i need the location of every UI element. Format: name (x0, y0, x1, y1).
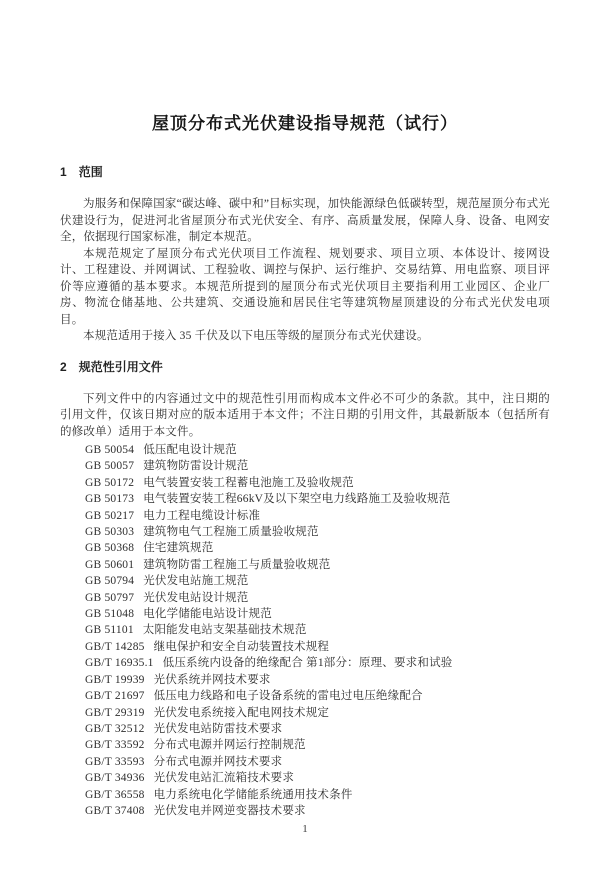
reference-code: GB/T 19939 (85, 673, 145, 686)
reference-item (60, 688, 550, 704)
section-2-title: 规范性引用文件 (78, 359, 163, 374)
reference-title: 低压配电设计规范 (143, 444, 237, 456)
reference-code: GB 50368 (85, 542, 135, 555)
reference-code: GB 50217 (85, 509, 135, 522)
reference-item (60, 590, 550, 606)
reference-code: GB 51101 (85, 624, 134, 637)
reference-title: 光伏发电并网逆变器技术要求 (153, 804, 306, 817)
reference-code: GB 50797 (85, 591, 135, 604)
reference-item (60, 491, 550, 507)
section-2-paragraph: 下列文件中的内容通过文中的规范性引用而构成本文件必不可少的条款。其中，注日期的引用文件，仅该日期对应的版本适用于本文件；不注日期的引用文件，其最新版本（包括所有的修改单）适用于本文件。 (60, 392, 550, 438)
section-1-paragraph: 本规范规定了屋顶分布式光伏项目工作流程、规划要求、项目立项、本体设计、接网设计、工程建设、并网调试、工程验收、调控与保护、运行维护、交易结算、用电监察、项目评价等应遵循的基本要求。本规范所提到的屋顶分布式光伏项目主要指利用工业园区、企业厂房、物流仓储基地、公共建筑、交通设施和居民住宅等建筑物屋顶建设的分布式光伏发电项目。 (60, 247, 550, 326)
reference-code: GB 50054 (85, 444, 135, 456)
reference-item (60, 458, 550, 474)
reference-title: 建筑物防雷设计规范 (143, 460, 249, 473)
reference-code: GB 50057 (85, 460, 135, 473)
reference-title: 光伏发电系统接入配电网技术规定 (153, 706, 330, 719)
reference-code: GB 51048 (85, 608, 135, 621)
reference-code: GB/T 37408 (85, 804, 145, 817)
page-number: 1 (302, 823, 308, 836)
reference-code: GB/T 29319 (85, 706, 145, 719)
reference-item (60, 721, 550, 737)
section-1-number: 1 (60, 165, 67, 179)
reference-title: 太阳能发电站支架基础技术规范 (142, 624, 307, 637)
reference-title: 分布式电源并网运行控制规范 (153, 739, 306, 752)
reference-item (60, 639, 550, 655)
reference-title: 光伏发电站汇流箱技术要求 (153, 772, 295, 785)
reference-item (60, 606, 550, 622)
reference-item (60, 442, 550, 458)
section-2-heading (60, 359, 550, 375)
reference-item (60, 508, 550, 524)
reference-item (60, 524, 550, 540)
reference-code: GB/T 34936 (85, 772, 145, 785)
reference-title: 光伏系统并网技术要求 (153, 673, 271, 686)
reference-title: 电力工程电缆设计标准 (143, 509, 261, 522)
reference-item (60, 672, 550, 688)
document-title: 屋顶分布式光伏建设指导规范（试行） (152, 114, 458, 133)
reference-code: GB/T 32512 (85, 722, 145, 735)
reference-code: GB 50303 (85, 526, 135, 539)
reference-item (60, 705, 550, 721)
reference-title: 住宅建筑规范 (143, 542, 214, 555)
reference-title: 电化学储能电站设计规范 (143, 608, 272, 621)
reference-list (60, 442, 550, 819)
reference-title: 光伏发电站施工规范 (143, 575, 249, 588)
section-2-number: 2 (60, 359, 67, 374)
reference-code: GB/T 21697 (85, 690, 145, 703)
reference-item (60, 770, 550, 786)
reference-item (60, 787, 550, 803)
reference-item (60, 573, 550, 589)
reference-title: 电气装置安装工程蓄电池施工及验收规范 (143, 476, 354, 489)
reference-code: GB 50173 (85, 493, 135, 506)
reference-item (60, 557, 550, 573)
reference-code: GB/T 36558 (85, 788, 145, 801)
reference-item (60, 540, 550, 556)
reference-title: 低压电力线路和电子设备系统的雷电过电压绝缘配合 (153, 690, 423, 703)
reference-item (60, 803, 550, 819)
reference-title: 电力系统电化学储能系统通用技术条件 (153, 788, 353, 801)
reference-code: GB 50172 (85, 476, 135, 489)
section-1-paragraph: 为服务和保障国家“碳达峰、碳中和”目标实现，加快能源绿色低碳转型，规范屋顶分布式光伏建设行为，促进河北省屋顶分布式光伏安全、有序、高质量发展，保障人身、设备、电网安全，依据现行国家标准，制定本规范。 (60, 198, 550, 243)
reference-title: 继电保护和安全自动装置技术规程 (153, 640, 330, 653)
reference-item (60, 754, 550, 770)
reference-title: 电气装置安装工程66kV及以下架空电力线路施工及验收规范 (143, 493, 451, 506)
section-1-heading (60, 164, 550, 180)
reference-code: GB/T 33592 (85, 739, 145, 752)
reference-item (60, 737, 550, 753)
reference-title: 低压系统内设备的绝缘配合 第1部分：原理、要求和试验 (162, 657, 453, 670)
reference-code: GB/T 33593 (85, 755, 145, 768)
section-1-paragraph: 本规范适用于接入 35 千伏及以下电压等级的屋顶分布式光伏建设。 (83, 330, 429, 342)
reference-code: GB 50601 (85, 558, 135, 571)
reference-title: 建筑物电气工程施工质量验收规范 (143, 526, 319, 539)
reference-item (60, 475, 550, 491)
reference-item (60, 622, 550, 638)
reference-title: 光伏发电站防雷技术要求 (153, 722, 283, 735)
reference-item (60, 655, 550, 671)
reference-code: GB/T 16935.1 (85, 657, 154, 670)
reference-title: 分布式电源并网技术要求 (153, 755, 283, 768)
reference-code: GB 50794 (85, 575, 135, 588)
reference-code: GB/T 14285 (85, 640, 145, 653)
section-1-title: 范围 (78, 165, 103, 179)
reference-title: 光伏发电站设计规范 (143, 591, 249, 604)
reference-title: 建筑物防雷工程施工与质量验收规范 (143, 558, 331, 571)
